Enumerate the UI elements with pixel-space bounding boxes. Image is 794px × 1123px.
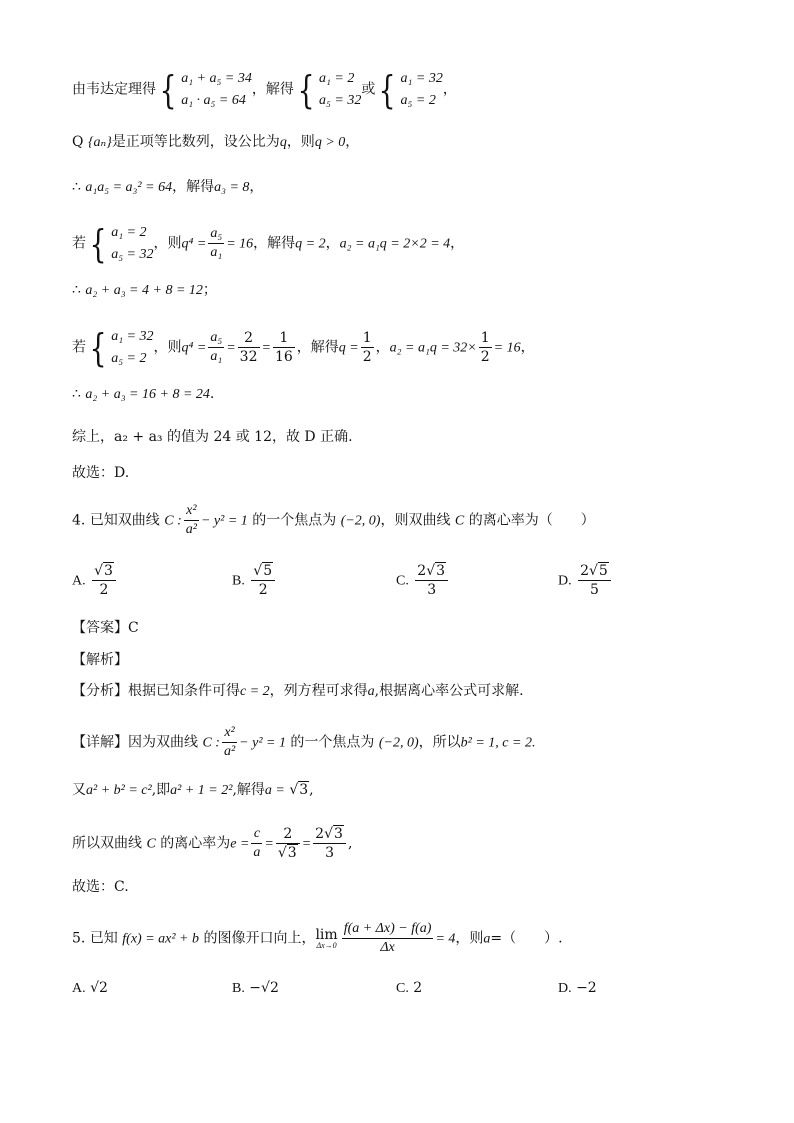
radicand: 5 — [263, 563, 273, 579]
a2-result: = 16 — [493, 340, 521, 356]
result-a3: a₃ = 8 — [214, 180, 250, 195]
line-eccentricity: 所以双曲线 C 的离心率为e = $\frac{c}{a}$ = $\frac{2}{√3}$ = $\frac{2√3}{3}$ , — [72, 826, 353, 862]
q5-option-d[interactable] — [558, 980, 597, 997]
radicand: 3 — [299, 782, 309, 798]
fenxi-line — [72, 684, 524, 699]
option-label: C. — [396, 573, 409, 589]
fenxi-tag: 【分析】 — [72, 683, 128, 699]
analysis-line — [72, 653, 128, 667]
equation-system-2: { a₁ = 2 a₅ = 32 — [297, 67, 362, 112]
numerator: 1 — [479, 330, 492, 348]
denominator: 32 — [239, 349, 258, 366]
ratio-symbol: q — [279, 135, 287, 150]
sum-expr: a₂ + a₃ = 4 + 8 = 12 — [85, 283, 203, 298]
sqrt-icon: √3 — [277, 845, 297, 862]
line-solve-a — [72, 783, 314, 798]
fraction-c-a — [251, 826, 262, 861]
denominator: a₁ — [210, 349, 223, 365]
option-a[interactable] — [72, 563, 118, 598]
denominator: 2 — [258, 582, 268, 599]
choose-text: 故选：C. — [72, 879, 129, 895]
case2-row2: a₅ = 2 — [111, 350, 147, 366]
case1-system: { a₁ = 2 a₅ = 32 — [89, 221, 154, 266]
line-a3 — [72, 180, 263, 195]
fenxi-text: 根据已知条件可得 — [128, 683, 240, 699]
therefore-symbol: ∴ — [72, 282, 81, 298]
denominator: a² — [223, 744, 236, 760]
sequence-symbol: {aₙ} — [87, 135, 112, 150]
therefore-symbol: ∴ — [72, 386, 81, 402]
eq-a-sq: a² + 1 = 2² — [170, 783, 233, 798]
radicand: 3 — [287, 845, 297, 862]
punct: . — [209, 386, 215, 402]
denominator: 3 — [325, 845, 335, 862]
eq-16: = 16 — [226, 236, 254, 252]
fenxi-text: ，列方程可求得 — [269, 683, 368, 699]
fraction-2-32 — [238, 330, 260, 365]
ecc-text: 的离心率为 — [160, 835, 231, 852]
punct: ， — [520, 339, 535, 356]
option-label: D. — [558, 981, 572, 996]
option-label: B. — [232, 573, 245, 589]
q5-option-a[interactable] — [72, 980, 108, 997]
option-value: 2 — [413, 980, 423, 996]
bc-values: b² = 1, c = 2. — [460, 735, 536, 751]
analysis-tag: 【解析】 — [72, 652, 128, 668]
detail-text: ，所以 — [418, 734, 461, 751]
question-text: 已知 — [89, 930, 118, 947]
limit-value: = 4 — [435, 931, 456, 947]
option-label: A. — [72, 573, 86, 589]
denominator: 3 — [427, 582, 437, 599]
choose-text: 故选：D. — [72, 465, 130, 481]
text-ie: ,即 — [151, 782, 171, 798]
curve-label: C : — [202, 735, 220, 751]
coef: 2 — [580, 563, 589, 579]
numerator: f(a + Δx) − f(a) — [342, 921, 434, 939]
line-case2: 若 { a₁ = 32 a₅ = 2 ，则q⁴ = $\frac{\text{a₅}}{\text{a₁}}$ = $\frac{2}{32}$ = $\frac{1}{16}$ ，解得q = $\frac{1}{2}$ ，a₂ = a₁q = 32× $\frac{1}{2}$ = 16， — [72, 325, 535, 370]
equation-system-1: { a₁ + a₅ = 34 a₁ · a₅ = 64 — [159, 67, 252, 112]
fraction-2-sqrt3 — [276, 826, 300, 861]
radicand: 5 — [598, 563, 608, 579]
equation-rest: − y² = 1 — [200, 513, 248, 529]
punct: , — [309, 782, 314, 798]
sqrt-icon: √3 — [289, 782, 309, 798]
text-then: ，则 — [153, 235, 182, 252]
fraction-a5-a1 — [208, 226, 224, 261]
line-choose-c — [72, 880, 129, 894]
fraction-x2-a2 — [184, 503, 199, 538]
eq-abc: a² + b² = c² — [86, 783, 152, 798]
line-summary — [72, 430, 353, 444]
question-text: 的图像开口向上， — [203, 930, 316, 947]
option-value: −√2 — [249, 980, 279, 996]
punct: ； — [202, 282, 217, 298]
numerator: a₅ — [208, 226, 224, 244]
because-symbol: Q — [72, 134, 84, 150]
answer-line — [72, 621, 139, 635]
option-c[interactable] — [396, 563, 450, 598]
text-vieta: 由韦达定理得 — [72, 81, 156, 98]
curve-symbol: C — [146, 836, 156, 852]
punct: , — [347, 835, 353, 852]
question-number: 5. — [72, 930, 86, 947]
denominator: a — [253, 845, 261, 861]
radicand: 3 — [436, 563, 446, 579]
line-geometric — [72, 135, 359, 150]
text-or: 或 — [361, 81, 376, 98]
numerator: 2 — [238, 330, 260, 348]
detail-text: 的一个焦点为 — [290, 734, 375, 751]
coef: 2 — [315, 826, 325, 842]
text-then: ，则 — [286, 134, 315, 150]
sys3-row1: a₁ = 32 — [400, 71, 443, 86]
q5-option-c[interactable] — [396, 980, 422, 997]
sqrt-icon: √5 — [253, 563, 273, 579]
summary-text: 综上，a₂ + a₃ 的值为 24 或 12，故 D 正确. — [72, 429, 353, 445]
option-fraction — [578, 563, 611, 598]
detail-tag: 【详解】 — [72, 734, 128, 751]
focus-point: (−2, 0) — [340, 513, 381, 529]
fenxi-text: ,根据离心率公式可求解. — [374, 683, 524, 699]
sqrt-icon: √3 — [426, 563, 446, 579]
c-value: c = 2 — [240, 684, 270, 699]
lim-text: lim — [315, 926, 338, 943]
equation-rest: − y² = 1 — [239, 735, 286, 751]
option-label: A. — [72, 981, 86, 996]
numerator: 1 — [273, 330, 295, 348]
numerator: 2 — [276, 826, 300, 844]
denominator: 2 — [99, 582, 109, 599]
option-d[interactable] — [558, 563, 613, 598]
text-solve: ，解得 — [251, 81, 294, 98]
case2-system: { a₁ = 32 a₅ = 2 — [89, 325, 154, 370]
sys3-row2: a₅ = 2 — [400, 92, 436, 108]
detail-line — [72, 725, 535, 760]
option-label: D. — [558, 573, 572, 589]
punct: ， — [442, 81, 457, 98]
option-label: B. — [232, 981, 245, 996]
q4-expr: q⁴ = — [181, 340, 207, 356]
fraction-x2-a2 — [222, 725, 237, 760]
equation-system-3: { a₁ = 32 a₅ = 2 — [378, 67, 443, 112]
lim-subscript: Δx→0 — [316, 940, 337, 950]
question-text: ，则双曲线 — [380, 512, 451, 529]
numerator: 1 — [361, 330, 374, 348]
fraction-half-2 — [479, 330, 492, 365]
fraction-2sqrt3-3 — [313, 826, 346, 861]
radicand: 3 — [334, 826, 343, 842]
question-text: ，则 — [455, 930, 484, 947]
denominator: a² — [185, 522, 197, 538]
denominator: 2 — [480, 349, 490, 366]
punct: ， — [249, 179, 264, 195]
option-b[interactable] — [232, 563, 277, 598]
curve-symbol: C — [454, 513, 465, 529]
focus-point: (−2, 0) — [378, 735, 419, 751]
fraction-1-16 — [273, 330, 295, 365]
ecc-text: 所以双曲线 — [72, 835, 142, 852]
text-if: 若 — [72, 235, 86, 252]
numerator: c — [251, 826, 262, 844]
option-fraction — [251, 563, 275, 598]
punct: ， — [375, 339, 390, 356]
coef: 2 — [417, 563, 427, 579]
question-text: 的离心率为（ ） — [468, 512, 595, 529]
line-sum1 — [72, 283, 217, 298]
punct: ， — [345, 134, 360, 150]
a-symbol: a — [367, 684, 375, 699]
option-label: C. — [396, 981, 409, 996]
question-text: 的一个焦点为 — [252, 512, 337, 529]
a2-value: a₂ = a₁q = 2×2 = 4 — [339, 236, 451, 252]
line-choose-d — [72, 466, 129, 480]
answer-tag: 【答案】 — [72, 620, 128, 636]
option-fraction — [92, 563, 116, 598]
denominator: Δx — [380, 940, 395, 956]
option-value: √2 — [90, 980, 108, 996]
q5-option-b[interactable] — [232, 980, 279, 997]
numerator: a₅ — [208, 330, 224, 348]
text-solve: ，解得 — [253, 235, 296, 252]
e-expr: e = — [230, 836, 250, 852]
sys2-row1: a₁ = 2 — [319, 71, 355, 86]
text-solve: ,解得 — [232, 782, 265, 798]
question-5 — [72, 921, 563, 956]
text-also: 又 — [72, 782, 86, 798]
question-text: =（ ）. — [490, 930, 563, 947]
punct: ， — [450, 235, 465, 252]
case2-row1: a₁ = 32 — [111, 329, 154, 344]
fraction-half — [361, 330, 374, 365]
text-then: ，则 — [153, 339, 182, 356]
case1-row2: a₅ = 32 — [111, 246, 154, 262]
denominator: a₁ — [210, 245, 223, 261]
difference-quotient — [342, 921, 434, 956]
text-geometric: 是正项等比数列，设公比为 — [111, 134, 280, 150]
line-sum2 — [72, 387, 214, 402]
question-number: 4. — [72, 512, 86, 529]
a-expr: a = — [264, 783, 285, 798]
line-vieta — [72, 68, 457, 111]
text-if: 若 — [72, 339, 86, 356]
question-4 — [72, 503, 595, 538]
detail-text: 因为双曲线 — [128, 734, 198, 751]
curve-label: C : — [164, 513, 182, 529]
numerator: x² — [222, 725, 237, 743]
expr-a1a5: a₁a₅ = a₃² = 64 — [85, 180, 173, 195]
question-text: 已知双曲线 — [89, 512, 160, 529]
q-expr: q = — [338, 340, 359, 356]
case1-row1: a₁ = 2 — [111, 225, 147, 240]
q4-expr: q⁴ = — [181, 236, 207, 252]
function-expr: f(x) = ax² + b — [122, 931, 199, 947]
punct: ， — [325, 235, 340, 252]
a2-expr: a₂ = a₁q = 32× — [389, 340, 477, 356]
q-value: q = 2 — [295, 236, 326, 252]
denominator: 2 — [362, 349, 372, 366]
answer-value: C — [128, 620, 139, 636]
therefore-symbol: ∴ — [72, 179, 81, 195]
radicand: 3 — [104, 563, 113, 579]
sys2-row2: a₅ = 32 — [319, 92, 362, 108]
text-solve: ，解得 — [172, 179, 215, 195]
sqrt-icon: √3 — [94, 563, 113, 579]
line-case1 — [72, 222, 464, 265]
text-solve: ，解得 — [296, 339, 339, 356]
numerator: x² — [184, 503, 199, 521]
ratio-condition: q > 0 — [314, 135, 346, 150]
sys1-row2: a₁ · a₅ = 64 — [181, 92, 246, 108]
sqrt-icon: √3 — [324, 826, 343, 842]
sys1-row1: a₁ + a₅ = 34 — [181, 71, 252, 86]
a-symbol: a — [483, 931, 491, 947]
option-value: −2 — [576, 980, 597, 996]
option-fraction — [415, 563, 448, 598]
denominator: 16 — [274, 349, 293, 366]
limit-operator — [315, 928, 337, 950]
sqrt-icon: √5 — [589, 563, 608, 579]
fraction-a5-a1 — [208, 330, 224, 365]
denominator: 5 — [590, 582, 599, 599]
sum-expr: a₂ + a₃ = 16 + 8 = 24 — [85, 387, 210, 402]
